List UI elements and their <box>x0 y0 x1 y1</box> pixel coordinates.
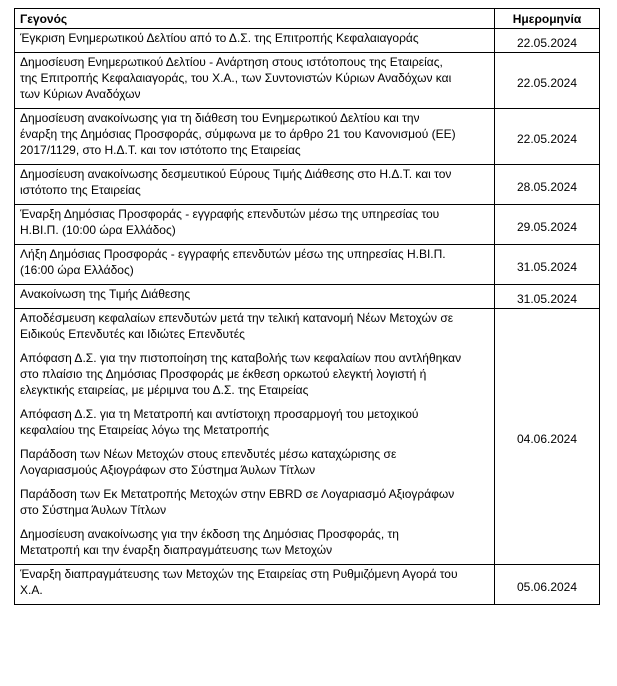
event-text: (16:00 ώρα Ελλάδος) <box>20 263 134 277</box>
date-cell: 22.05.2024 <box>495 29 600 53</box>
table-row <box>15 53 600 109</box>
event-column-header: Γεγονός <box>15 9 495 29</box>
event-cell <box>15 53 495 109</box>
event-cell <box>15 565 495 605</box>
table-row <box>15 29 600 53</box>
event-text: Λογαριασμούς Αξιογράφων στο Σύστημα Άυλων Τίτλων <box>20 463 316 477</box>
table-row <box>15 245 600 285</box>
event-text: Ειδικούς Επενδυτές και Ιδιώτες Επενδυτές <box>20 327 245 341</box>
event-text: Ανακοίνωση της Τιμής Διάθεσης <box>20 287 191 301</box>
event-cell <box>15 285 495 309</box>
event-text: Απόφαση Δ.Σ. για την πιστοποίηση της καταβολής των κεφαλαίων που αντλήθηκαν <box>20 351 462 365</box>
event-text: Δημοσίευση ανακοίνωσης δεσμευτικού Εύρους Τιμής Διάθεσης στο Η.Δ.Τ. και τον <box>20 167 452 181</box>
event-cell <box>15 109 495 165</box>
event-paragraph <box>20 406 489 438</box>
table-row <box>15 565 600 605</box>
event-text: στο Σύστημα Άυλων Τίτλων <box>20 503 167 517</box>
event-text: 2017/1129, στο Η.Δ.Τ. και τον ιστότοπο της Εταιρείας <box>20 143 301 157</box>
event-text: Η.ΒΙ.Π. (10:00 ώρα Ελλάδος) <box>20 223 176 237</box>
table-header-row <box>15 9 600 29</box>
timetable-container <box>14 8 599 605</box>
event-text: των Κύριων Αναδόχων <box>20 87 141 101</box>
date-cell: 29.05.2024 <box>495 205 600 245</box>
event-cell <box>15 29 495 53</box>
event-paragraph <box>20 446 489 478</box>
date-cell: 22.05.2024 <box>495 53 600 109</box>
event-text: Έγκριση Ενημερωτικού Δελτίου από το Δ.Σ. της Επιτροπής Κεφαλαιαγοράς <box>20 31 419 45</box>
event-text: Έναρξη διαπραγμάτευσης των Μετοχών της Εταιρείας στη Ρυθμιζόμενη Αγορά του <box>20 567 458 581</box>
event-paragraph <box>20 486 489 518</box>
table-row <box>15 285 600 309</box>
event-paragraph <box>20 526 489 558</box>
event-cell <box>15 309 495 565</box>
event-cell <box>15 245 495 285</box>
event-text: Δημοσίευση Ενημερωτικού Δελτίου - Ανάρτηση στους ιστότοπους της Εταιρείας, <box>20 55 443 69</box>
event-text: Χ.Α. <box>20 583 43 597</box>
event-text: της Επιτροπής Κεφαλαιαγοράς, του Χ.Α., των Συντονιστών Κύριων Αναδόχων και <box>20 71 452 85</box>
event-cell <box>15 165 495 205</box>
event-text: Έναρξη Δημόσιας Προσφοράς - εγγραφής επενδυτών μέσω της υπηρεσίας του <box>20 207 440 221</box>
event-text: στο πλαίσιο της Δημόσιας Προσφοράς με έκθεση ορκωτού ελεγκτή λογιστή ή <box>20 367 427 381</box>
date-cell: 22.05.2024 <box>495 109 600 165</box>
event-text: Δημοσίευση ανακοίνωσης για την έκδοση της Δημόσιας Προσφοράς, τη <box>20 527 399 541</box>
event-text: Απόφαση Δ.Σ. για τη Μετατροπή και αντίστοιχη προσαρμογή του μετοχικού <box>20 407 419 421</box>
date-cell: 04.06.2024 <box>495 309 600 565</box>
event-text: Λήξη Δημόσιας Προσφοράς - εγγραφής επενδυτών μέσω της υπηρεσίας Η.ΒΙ.Π. <box>20 247 446 261</box>
date-cell: 28.05.2024 <box>495 165 600 205</box>
event-text: έναρξη της Δημόσιας Προσφοράς, σύμφωνα με το άρθρο 21 του Κανονισμού (ΕΕ) <box>20 127 456 141</box>
table-row <box>15 109 600 165</box>
date-cell: 31.05.2024 <box>495 285 600 309</box>
date-cell: 05.06.2024 <box>495 565 600 605</box>
date-cell: 31.05.2024 <box>495 245 600 285</box>
event-text: Αποδέσμευση κεφαλαίων επενδυτών μετά την τελική κατανομή Νέων Μετοχών σε <box>20 311 454 325</box>
event-text: Δημοσίευση ανακοίνωσης για τη διάθεση του Ενημερωτικού Δελτίου και την <box>20 111 420 125</box>
date-column-header: Ημερομηνία <box>495 9 600 29</box>
event-text: ελεγκτικής εταιρείας, με μέριμνα του Δ.Σ. της Εταιρείας <box>20 383 309 397</box>
timetable <box>14 8 600 605</box>
table-row <box>15 165 600 205</box>
event-text: Παράδοση των Νέων Μετοχών στους επενδυτές μέσω καταχώρισης σε <box>20 447 397 461</box>
table-row-grouped <box>15 309 600 565</box>
table-row <box>15 205 600 245</box>
event-text: ιστότοπο της Εταιρείας <box>20 183 141 197</box>
event-cell <box>15 205 495 245</box>
event-text: Μετατροπή και την έναρξη διαπραγμάτευσης των Μετοχών <box>20 543 333 557</box>
event-paragraph <box>20 350 489 398</box>
event-text: Παράδοση των Εκ Μετατροπής Μετοχών στην EBRD σε Λογαριασμό Αξιογράφων <box>20 487 455 501</box>
event-text: κεφαλαίου της Εταιρείας λόγω της Μετατροπής <box>20 423 270 437</box>
event-paragraph <box>20 310 489 342</box>
